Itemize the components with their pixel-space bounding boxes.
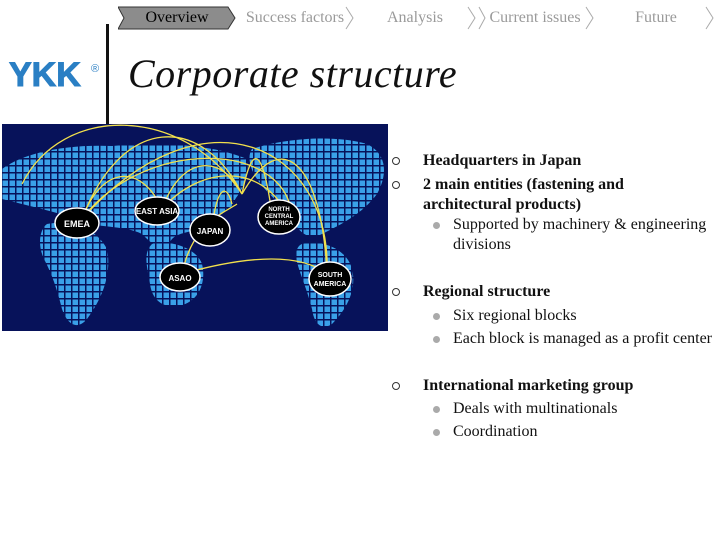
section-nav xyxy=(118,6,718,30)
region-south-america xyxy=(309,262,351,296)
svg-text:SOUTH: SOUTH xyxy=(317,272,343,279)
svg-text:JAPAN: JAPAN xyxy=(196,227,224,236)
sub-bullet-text: Deals with multinationals xyxy=(453,400,618,417)
region-emea xyxy=(55,208,99,238)
svg-text:AMERICA: AMERICA xyxy=(265,221,293,227)
dot-bullet-icon xyxy=(433,406,440,413)
sub-bullet-text: Coordination xyxy=(453,423,538,440)
sub-bullet-text: Supported by machinery & engineering divisions xyxy=(453,216,707,253)
bullet-text: 2 main entities (fastening and architectural products) xyxy=(423,176,624,213)
sub-bullet-item xyxy=(423,329,712,349)
tab-success-factors-label: Success factors xyxy=(245,9,345,26)
bullet-item xyxy=(392,175,712,255)
tab-current-issues[interactable] xyxy=(476,6,594,30)
ykk-logo xyxy=(2,54,105,92)
tab-overview[interactable] xyxy=(118,6,236,30)
sub-bullet-item xyxy=(423,215,712,255)
region-asao xyxy=(160,263,200,291)
bullet-item xyxy=(392,376,712,442)
svg-text:EAST ASIA: EAST ASIA xyxy=(135,207,179,216)
dot-bullet-icon xyxy=(433,429,440,436)
bullet-text: Headquarters in Japan xyxy=(423,152,582,169)
svg-text:ASAO: ASAO xyxy=(168,274,192,283)
region-japan xyxy=(190,214,230,246)
region-east-asia xyxy=(135,197,179,225)
dot-bullet-icon xyxy=(433,336,440,343)
bullet-list xyxy=(392,151,712,442)
tab-analysis[interactable] xyxy=(354,6,476,30)
svg-text:AMERICA: AMERICA xyxy=(313,281,347,288)
sub-bullet-item xyxy=(423,399,712,419)
dot-bullet-icon xyxy=(433,313,440,320)
svg-text:CENTRAL: CENTRAL xyxy=(264,214,294,220)
region-north-central-america xyxy=(258,200,300,234)
bullet-item xyxy=(392,151,712,171)
tab-success-factors[interactable] xyxy=(236,6,354,30)
divider xyxy=(106,24,109,134)
bullet-item xyxy=(392,282,712,349)
bullet-text: Regional structure xyxy=(423,283,551,300)
tab-future[interactable] xyxy=(594,6,718,30)
circle-bullet-icon xyxy=(392,382,400,390)
circle-bullet-icon xyxy=(392,288,400,296)
svg-text:NORTH: NORTH xyxy=(268,207,290,213)
sub-bullet-item xyxy=(423,422,712,442)
dot-bullet-icon xyxy=(433,222,440,229)
circle-bullet-icon xyxy=(392,157,400,165)
tab-overview-label: Overview xyxy=(145,9,209,26)
bullet-text: International marketing group xyxy=(423,377,634,394)
svg-text:®: ® xyxy=(91,63,100,75)
sub-bullet-text: Six regional blocks xyxy=(453,307,577,324)
svg-text:YKK: YKK xyxy=(9,56,81,92)
svg-text:EMEA: EMEA xyxy=(63,219,91,229)
tab-analysis-label: Analysis xyxy=(387,9,443,26)
tab-current-issues-label: Current issues xyxy=(489,9,581,26)
sub-bullet-item xyxy=(423,306,712,326)
page-title: Corporate structure xyxy=(128,51,458,96)
sub-bullet-text: Each block is managed as a profit center xyxy=(453,330,712,347)
tab-future-label: Future xyxy=(635,9,677,26)
world-map xyxy=(2,124,388,331)
circle-bullet-icon xyxy=(392,181,400,189)
